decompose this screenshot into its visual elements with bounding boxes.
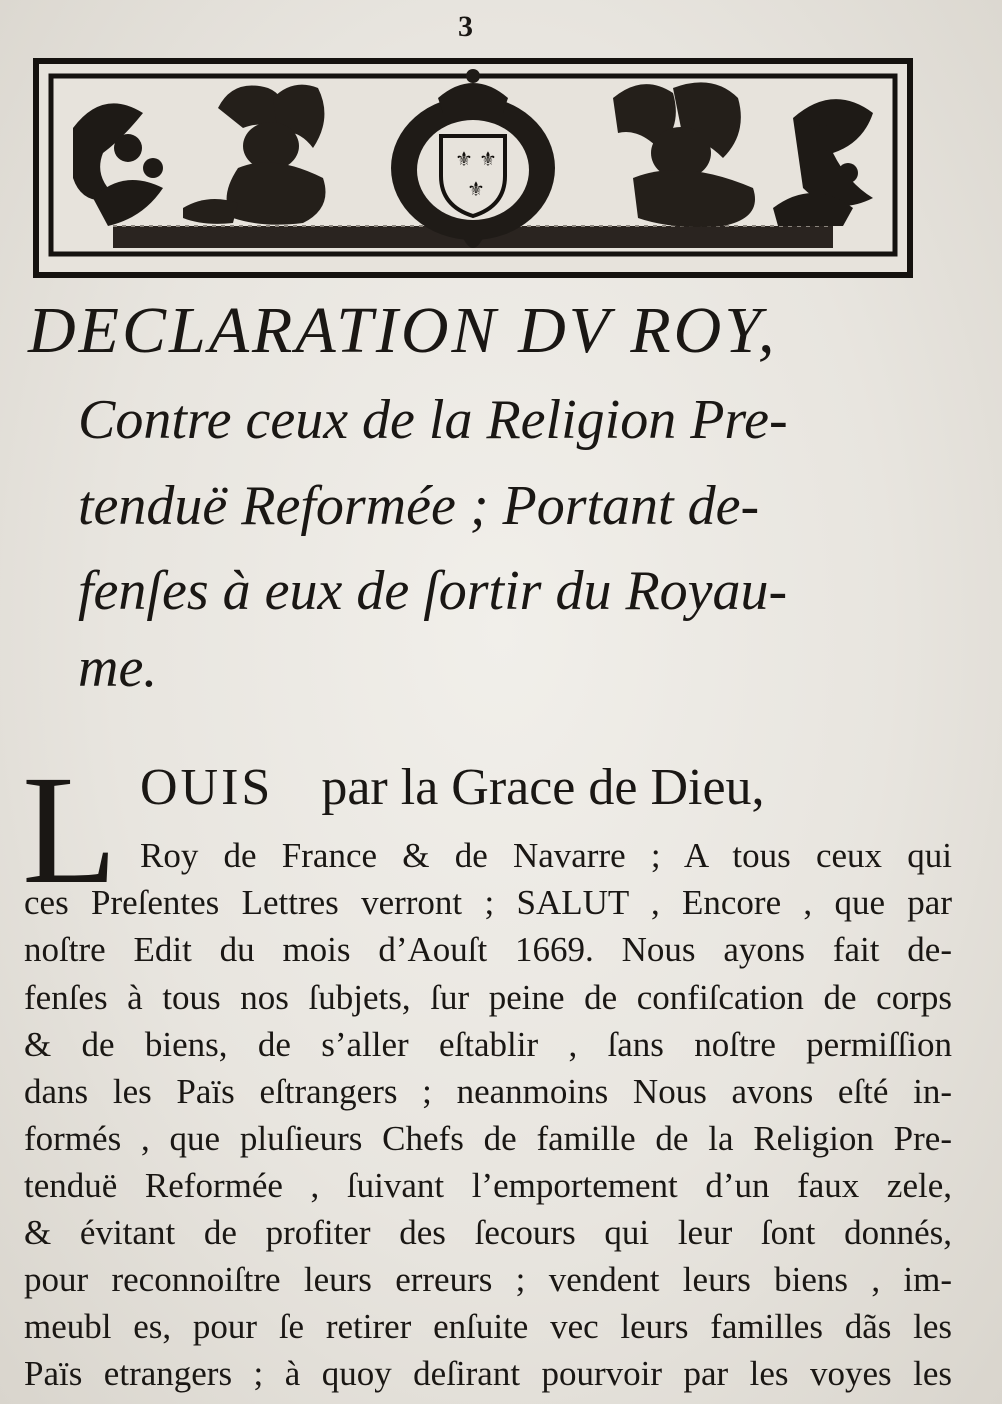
body-line: dans les Païs eſtrangers ; neanmoins Nous avons eſté in- [24,1072,952,1111]
subtitle-line: tenduë Reformée ; Portant de- [78,475,760,537]
body-line: ces Preſentes Lettres verront ; SALUT , Encore , que par [24,883,952,922]
svg-text:⚜: ⚜ [455,147,473,171]
body-line: meubl es, pour ſe retirer enſuite vec leurs familles dãs les [24,1307,952,1346]
body-line: formés , que pluſieurs Chefs de famille de la Religion Pre- [24,1119,952,1158]
louis-rest: OUIS [140,759,274,816]
svg-text:⚜: ⚜ [479,147,497,171]
subtitle-line: Contre ceux de la Religion Pre- [78,389,788,451]
body-line: Païs etrangers ; à quoy deſirant pourvoir par les voyes les [24,1354,952,1393]
page-number: 3 [458,10,473,43]
body-line: fenſes à tous nos ſubjets, ſur peine de confiſcation de corps [24,978,952,1017]
body-line: & évitant de profiter des ſecours qui leur ſont donnés, [24,1213,952,1252]
subtitle-line: fenſes à eux de ſortir du Royau- [78,560,788,622]
subtitle-line: me. [78,637,158,699]
body-line: Roy de France & de Navarre ; A tous ceux qui [140,836,952,875]
body-line: noſtre Edit du mois d’Aouſt 1669. Nous ayons fait de- [24,930,952,969]
body-line: & de biens, de s’aller eſtablir , ſans noſtre permiſſion [24,1025,952,1064]
declaration-title: DECLARATION DV ROY, [28,294,778,367]
body-line: pour reconnoiſtre leurs erreurs ; vendent leurs biens , im- [24,1260,952,1299]
svg-text:⚜: ⚜ [467,177,485,201]
lead-line-rest: par la Grace de Dieu, [321,759,765,816]
body-lead-line [140,759,765,816]
royal-arms-woodcut-ornament [33,58,913,278]
drop-cap: L [22,743,118,916]
body-line: tenduë Reformée , ſuivant l’emportement d’un faux zele, [24,1166,952,1205]
